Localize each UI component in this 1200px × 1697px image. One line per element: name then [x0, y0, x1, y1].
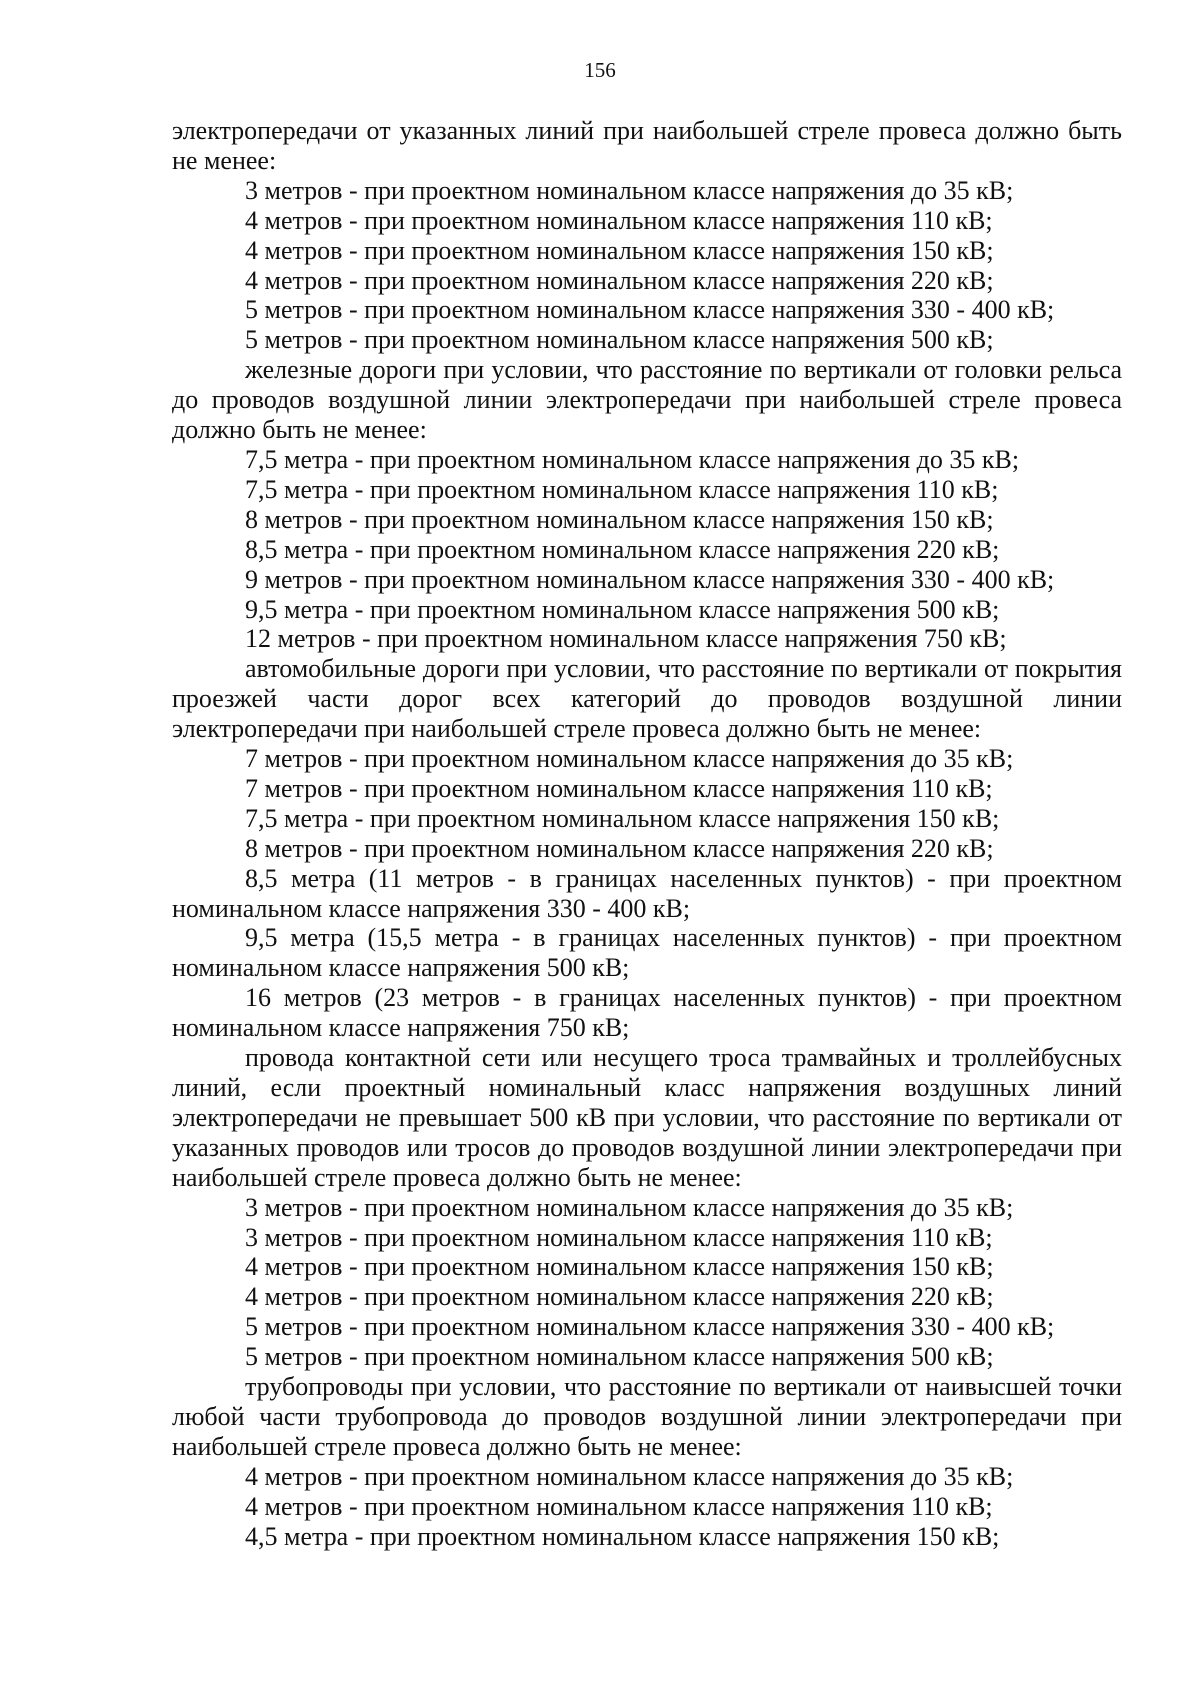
page-number: 156 [584, 58, 616, 82]
paragraph: провода контактной сети или несущего троса трамвайных и троллейбусных линий, если проектный номинальный класс напряжения воздушных линий электропередачи не превышает 500 кВ при условии, что расстояние по вертикали от указанных проводов или тросов до проводов воздушной линии электропередачи при наибольшей стреле провеса должно быть не менее: [172, 1043, 1122, 1192]
paragraph: 3 метров - при проектном номинальном классе напряжения до 35 кВ; [245, 175, 1014, 205]
paragraph: 5 метров - при проектном номинальном классе напряжения 330 - 400 кВ; [245, 295, 1055, 325]
paragraph: 4 метров - при проектном номинальном классе напряжения 220 кВ; [245, 1282, 994, 1312]
paragraph: 5 метров - при проектном номинальном классе напряжения 500 кВ; [245, 1342, 994, 1372]
paragraph: 4,5 метра - при проектном номинальном классе напряжения 150 кВ; [245, 1521, 1000, 1551]
paragraph: трубопроводы при условии, что расстояние по вертикали от наивысшей точки любой части трубопровода до проводов воздушной линии электропередачи при наибольшей стреле провеса должно быть не менее: [172, 1372, 1122, 1461]
paragraph: 3 метров - при проектном номинальном классе напряжения 110 кВ; [245, 1222, 993, 1252]
paragraph: 4 метров - при проектном номинальном классе напряжения 150 кВ; [245, 235, 994, 265]
paragraph: 12 метров - при проектном номинальном классе напряжения 750 кВ; [245, 624, 1007, 654]
paragraph: 7,5 метра - при проектном номинальном классе напряжения 150 кВ; [245, 803, 1000, 833]
paragraph: железные дороги при условии, что расстояние по вертикали от головки рельса до проводов воздушной линии электропередачи при наибольшей стреле провеса должно быть не менее: [172, 355, 1122, 445]
paragraph: 4 метров - при проектном номинальном классе напряжения до 35 кВ; [245, 1461, 1014, 1491]
paragraph: 9,5 метра (15,5 метра - в границах населенных пунктов) - при проектном номинальном классе напряжения 500 кВ; [172, 923, 1122, 983]
paragraph: 4 метров - при проектном номинальном классе напряжения 110 кВ; [245, 205, 993, 235]
paragraph: 8,5 метра - при проектном номинальном классе напряжения 220 кВ; [245, 534, 1000, 564]
paragraph: 8 метров - при проектном номинальном классе напряжения 150 кВ; [245, 504, 994, 534]
paragraph: 4 метров - при проектном номинальном классе напряжения 220 кВ; [245, 265, 994, 295]
paragraph: 3 метров - при проектном номинальном классе напряжения до 35 кВ; [245, 1192, 1014, 1222]
paragraph: 7,5 метра - при проектном номинальном классе напряжения до 35 кВ; [245, 444, 1020, 474]
paragraph: 4 метров - при проектном номинальном классе напряжения 110 кВ; [245, 1491, 993, 1521]
paragraph: 4 метров - при проектном номинальном классе напряжения 150 кВ; [245, 1252, 994, 1282]
paragraph: 5 метров - при проектном номинальном классе напряжения 330 - 400 кВ; [245, 1312, 1055, 1342]
paragraph: 9 метров - при проектном номинальном классе напряжения 330 - 400 кВ; [245, 564, 1055, 594]
paragraph: 7 метров - при проектном номинальном классе напряжения до 35 кВ; [245, 744, 1014, 774]
paragraph: 8,5 метра (11 метров - в границах населенных пунктов) - при проектном номинальном классе напряжения 330 - 400 кВ; [172, 863, 1122, 923]
paragraph: автомобильные дороги при условии, что расстояние по вертикали от покрытия проезжей части дорог всех категорий до проводов воздушной линии электропередачи при наибольшей стреле провеса должно быть не менее: [172, 654, 1122, 744]
paragraph: 5 метров - при проектном номинальном классе напряжения 500 кВ; [245, 325, 994, 355]
document-body [172, 116, 1122, 1552]
paragraph: 8 метров - при проектном номинальном классе напряжения 220 кВ; [245, 833, 994, 863]
paragraph: 7,5 метра - при проектном номинальном классе напряжения 110 кВ; [245, 474, 999, 504]
paragraph: 16 метров (23 метров - в границах населенных пунктов) - при проектном номинальном классе напряжения 750 кВ; [172, 983, 1122, 1043]
paragraph: 7 метров - при проектном номинальном классе напряжения 110 кВ; [245, 773, 993, 803]
paragraph: 9,5 метра - при проектном номинальном классе напряжения 500 кВ; [245, 594, 1000, 624]
paragraph: электропередачи от указанных линий при наибольшей стреле провеса должно быть не менее: [172, 116, 1122, 175]
